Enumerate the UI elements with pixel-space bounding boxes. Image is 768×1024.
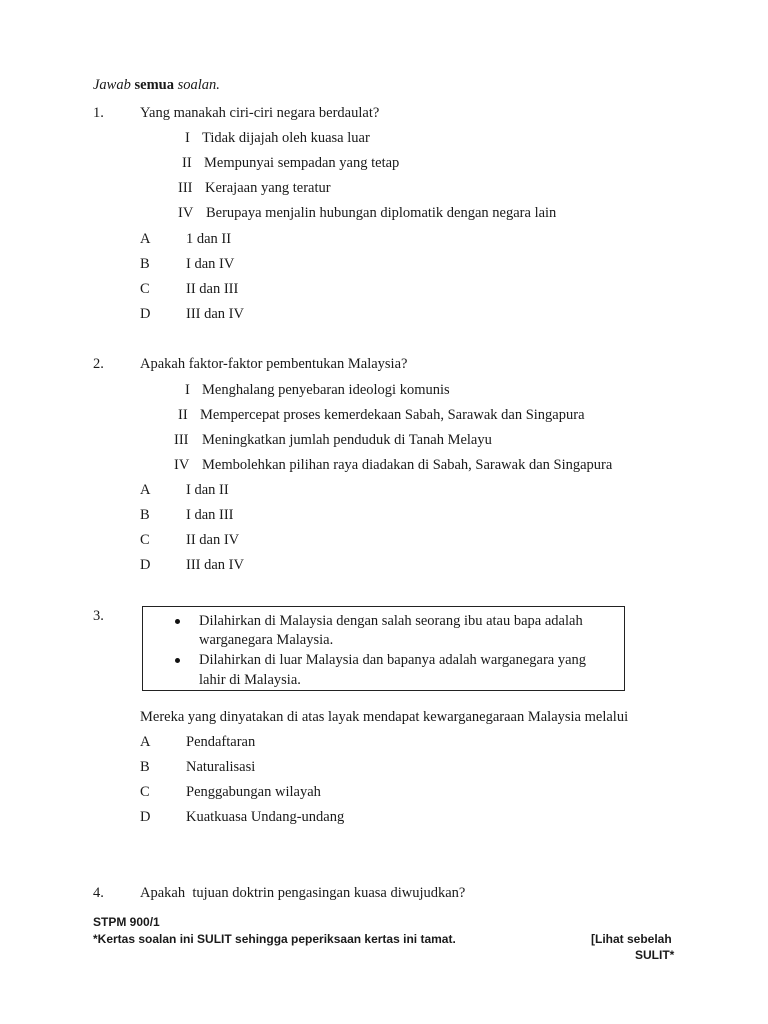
option-letter: D (140, 809, 151, 825)
option-letter: C (140, 532, 150, 548)
option-text: Kuatkuasa Undang-undang (186, 809, 345, 825)
option-letter: C (140, 784, 150, 800)
statement-text: Mempunyai sempadan yang tetap (204, 155, 400, 171)
option-letter: B (140, 759, 150, 775)
option-text: 1 dan II (186, 231, 232, 247)
sulit-label: SULIT* (635, 948, 675, 962)
option-letter: B (140, 507, 150, 523)
box-bullet-line: Dilahirkan di luar Malaysia dan bapanya adalah warganegara yang (199, 652, 587, 668)
option-text: III dan IV (186, 306, 244, 322)
option-letter: A (140, 734, 151, 750)
statement-numeral: II (178, 407, 188, 423)
option-text: Naturalisasi (186, 759, 256, 775)
statement-numeral: IV (174, 457, 190, 473)
statement-text: Menghalang penyebaran ideologi komunis (202, 382, 450, 398)
instruction-part2: semua (134, 77, 174, 93)
statement-numeral: II (182, 155, 192, 171)
option-letter: A (140, 231, 151, 247)
option-text: II dan IV (186, 532, 240, 548)
option-text: I dan III (186, 507, 234, 523)
bullet-icon (175, 658, 180, 663)
statement-text: Meningkatkan jumlah penduduk di Tanah Melayu (202, 432, 492, 448)
option-letter: B (140, 256, 150, 272)
statement-numeral: I (185, 382, 190, 398)
statement-text: Mempercepat proses kemerdekaan Sabah, Sarawak dan Singapura (200, 407, 585, 423)
instruction (93, 78, 220, 93)
instruction-part3: soalan. (177, 77, 220, 93)
statement-text: Berupaya menjalin hubungan diplomatik dengan negara lain (206, 205, 557, 221)
statement-numeral: III (178, 180, 193, 196)
statement-numeral: III (174, 432, 189, 448)
option-letter: C (140, 281, 150, 297)
option-letter: A (140, 482, 151, 498)
box-bullet-line: warganegara Malaysia. (199, 632, 334, 648)
instruction-part1: Jawab (93, 77, 131, 93)
question-text: Yang manakah ciri-ciri negara berdaulat? (140, 105, 380, 121)
question-number: 1. (93, 105, 104, 121)
question-text: Apakah faktor-faktor pembentukan Malaysia? (140, 356, 408, 372)
question-number: 2. (93, 356, 104, 372)
bullet-icon (175, 619, 180, 624)
statement-numeral: I (185, 130, 190, 146)
paper-code: STPM 900/1 (93, 915, 160, 929)
option-letter: D (140, 557, 151, 573)
statement-text: Kerajaan yang teratur (205, 180, 331, 196)
statement-text: Tidak dijajah oleh kuasa luar (202, 130, 370, 146)
statement-numeral: IV (178, 205, 194, 221)
option-text: Penggabungan wilayah (186, 784, 321, 800)
box-bullet-line: Dilahirkan di Malaysia dengan salah seorang ibu atau bapa adalah (199, 613, 583, 629)
box-bullet-line: lahir di Malaysia. (199, 672, 301, 688)
option-letter: D (140, 306, 151, 322)
question-number: 4. (93, 885, 104, 901)
question-text: Mereka yang dinyatakan di atas layak mendapat kewarganegaraan Malaysia melalui (140, 709, 629, 725)
statement-text: Membolehkan pilihan raya diadakan di Sabah, Sarawak dan Singapura (202, 457, 613, 473)
option-text: I dan II (186, 482, 229, 498)
option-text: II dan III (186, 281, 239, 297)
question-number: 3. (93, 608, 104, 624)
option-text: I dan IV (186, 256, 235, 272)
next-page-label: [Lihat sebelah (591, 932, 672, 946)
question-text: Apakah tujuan doktrin pengasingan kuasa diwujudkan? (140, 885, 466, 901)
option-text: III dan IV (186, 557, 244, 573)
confidential-notice: *Kertas soalan ini SULIT sehingga peperiksaan kertas ini tamat. (93, 932, 456, 946)
option-text: Pendaftaran (186, 734, 256, 750)
